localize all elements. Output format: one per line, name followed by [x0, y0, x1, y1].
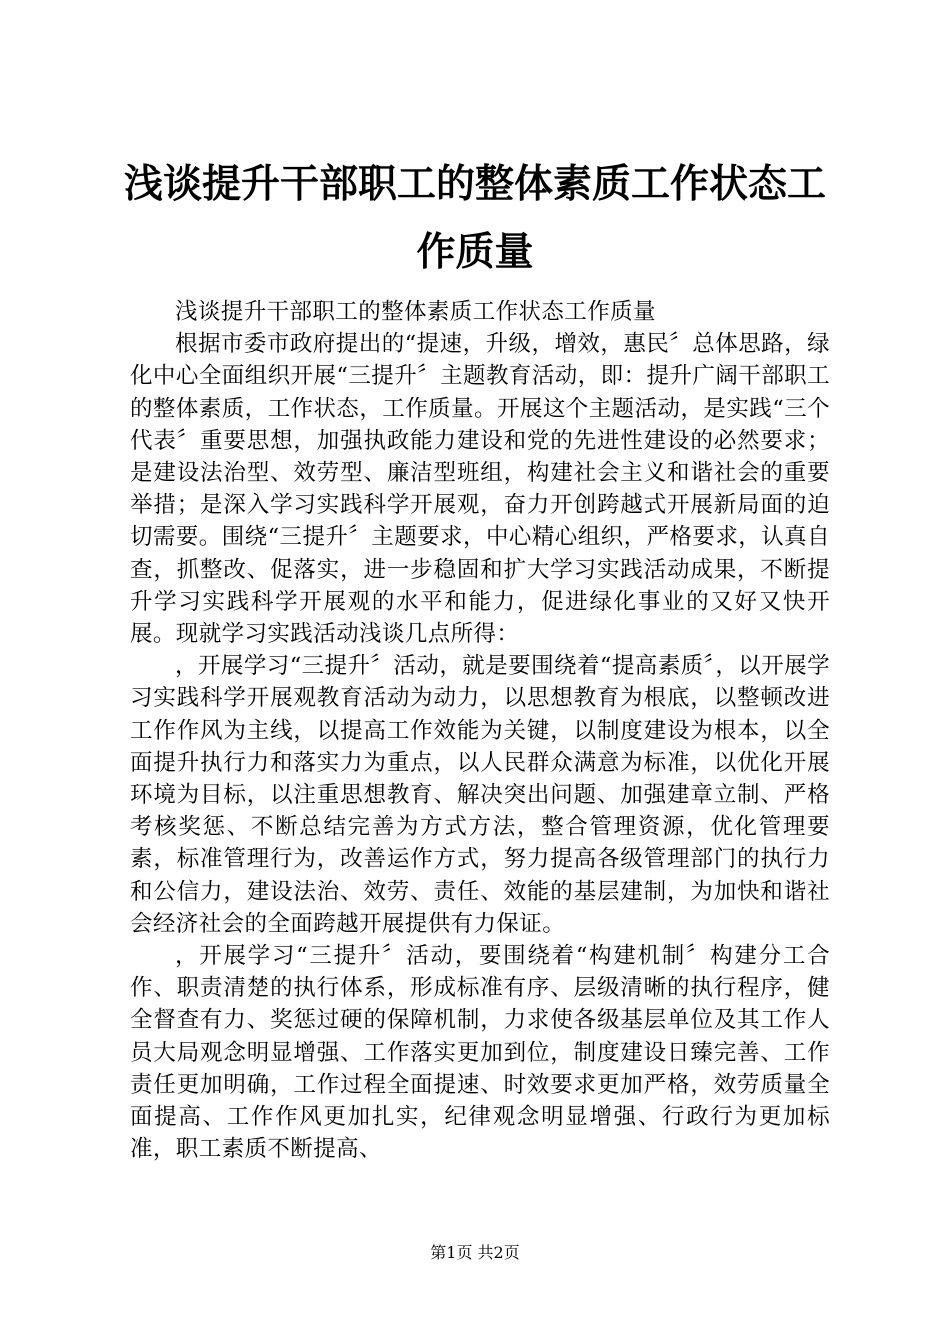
- document-title: 浅谈提升干部职工的整体素质工作状态工作质量: [123, 161, 826, 275]
- document-body: [130, 296, 830, 1165]
- paragraph-subtitle: 浅谈提升干部职工的整体素质工作状态工作质量: [175, 299, 656, 325]
- page-number-footer: 第1页 共2页: [430, 1243, 520, 1262]
- paragraph-build-mechanism: ，开展学习“三提升〞活动，要围绕着“构建机制〞构建分工合作、职责清楚的执行体系，形成标准有序、层级清晰的执行程序，健全督查有力、奖惩过硬的保障机制，力求使各级基层单位及其工作人员大局观念明显增强、工作落实更加到位，制度建设日臻完善、工作责任更加明确，工作过程全面提速、时效要求更加严格，效劳质量全面提高、工作作风更加扎实，纪律观念明显增强、行政行为更加标准，职工素质不断提高、: [130, 943, 830, 1163]
- paragraph-improve-quality: ，开展学习“三提升〞活动，就是要围绕着“提高素质〞，以开展学习实践科学开展观教育活动为动力，以思想教育为根底，以整顿改进工作作风为主线，以提高工作效能为关键，以制度建设为根本，以全面提升执行力和落实力为重点，以人民群众满意为标准，以优化开展环境为目标，以注重思想教育、解决突出问题、加强建章立制、严格考核奖惩、不断总结完善为方式方法，整合管理资源，优化管理要素，标准管理行为，改善运作方式，努力提高各级管理部门的执行力和公信力，建设法治、效劳、责任、效能的基层建制，为加快和谐社会经济社会的全面跨越开展提供有力保证。: [130, 653, 830, 937]
- paragraph-intro: 根据市委市政府提出的“提速，升级，增效，惠民〞总体思路，绿化中心全面组织开展“三提升〞主题教育活动，即：提升广阔干部职工的整体素质，工作状态，工作质量。开展这个主题活动，是实践“三个代表〞重要思想，加强执政能力建设和党的先进性建设的必然要求；是建设法治型、效劳型、廉洁型班组，构建社会主义和谐社会的重要举措；是深入学习实践科学开展观，奋力开创跨越式开展新局面的迫切需要。围绕“三提升〞主题要求，中心精心组织，严格要求，认真自查，抓整改、促落实，进一步稳固和扩大学习实践活动成果，不断提升学习实践科学开展观的水平和能力，促进绿化事业的又好又快开展。现就学习实践活动浅谈几点所得：: [130, 331, 830, 648]
